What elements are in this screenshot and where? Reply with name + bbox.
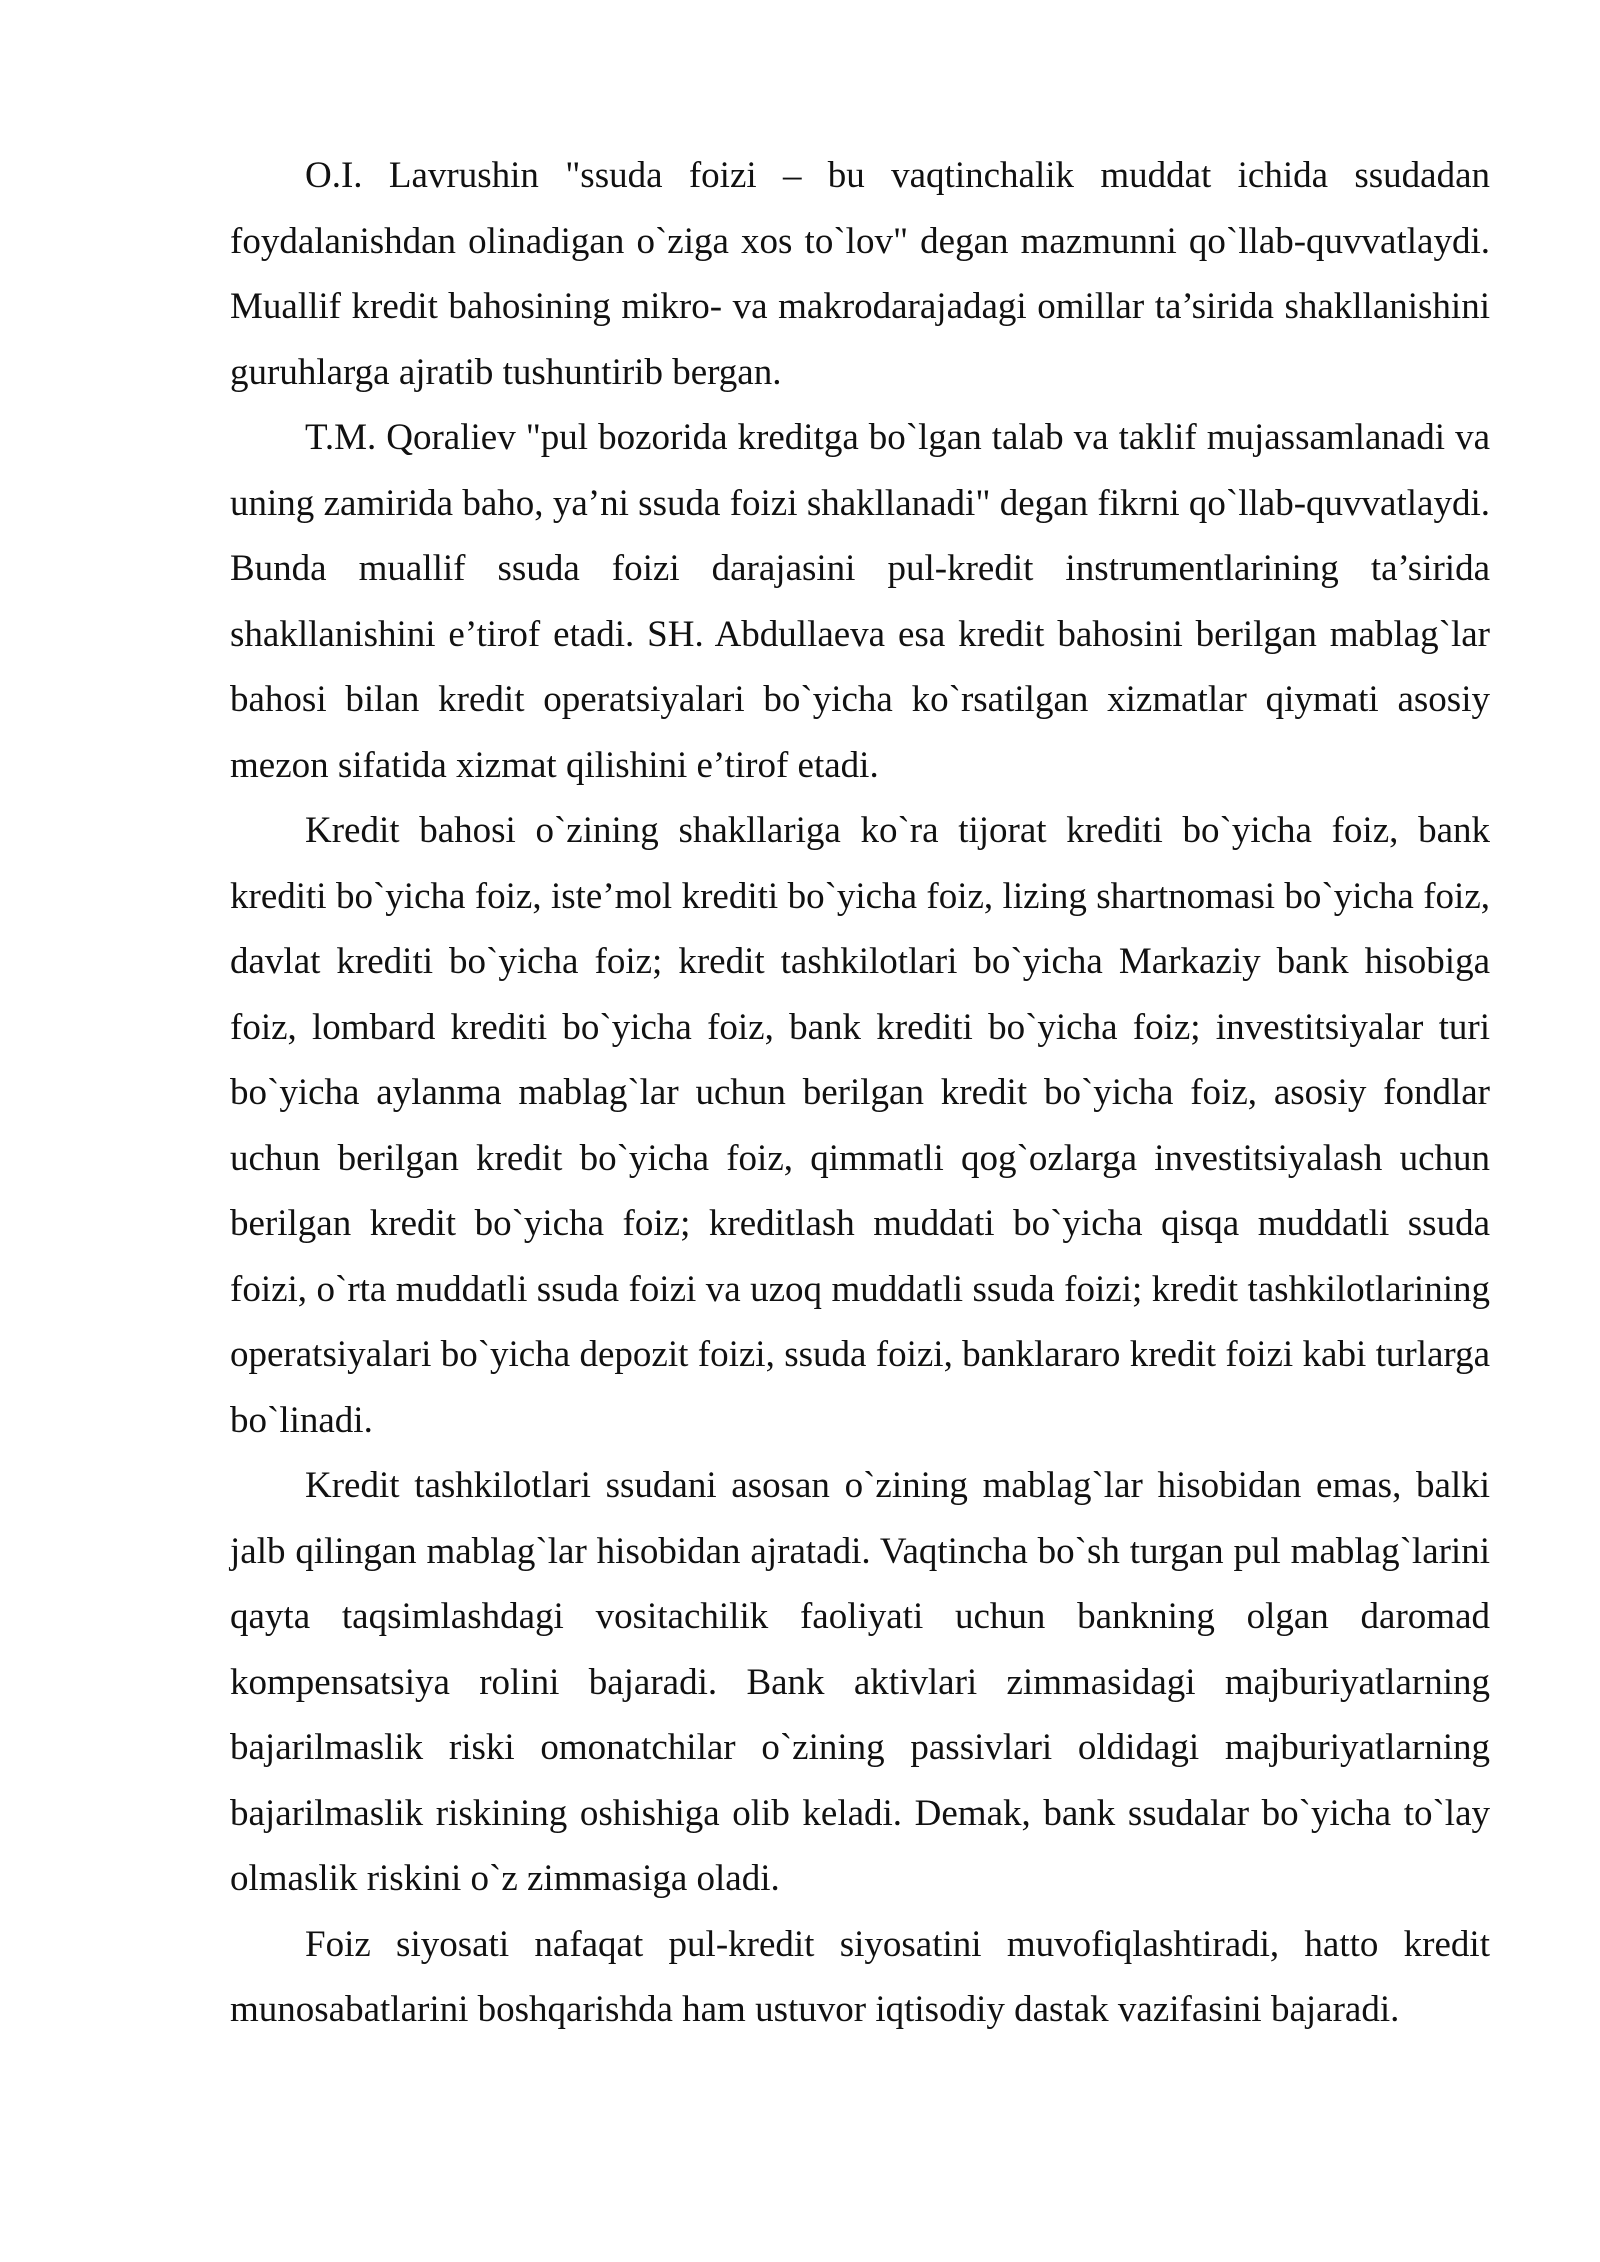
paragraph-kredit-bahosi-shakllari: Kredit bahosi o`zining shakllariga ko`ra tijorat krediti bo`yicha foiz, bank krediti bo`yicha foiz, iste’mol krediti bo`yicha foiz, lizing shartnomasi bo`yicha foiz, davlat krediti bo`yicha foiz; kredit tashkilotlari bo`yicha Markaziy bank hisobiga foiz, lombard krediti bo`yicha foiz, bank krediti bo`yicha foiz; investitsiyalar turi bo`yicha aylanma mablag`lar uchun berilgan kredit bo`yicha foiz, asosiy fondlar uchun berilgan kredit bo`yicha foiz, qimmatli qog`ozlarga investitsiyalash uchun berilgan kredit bo`yicha foiz; kreditlash muddati bo`yicha qisqa muddatli ssuda foizi, o`rta muddatli ssuda foizi va uzoq muddatli ssuda foizi; kredit tashkilotlarining operatsiyalari bo`yicha depozit foizi, ssuda foizi, banklararo kredit foizi kabi turlarga bo`linadi. [230,810,1490,1441]
paragraph-lavrushin: O.I. Lavrushin "ssuda foizi – bu vaqtinchalik muddat ichida ssudadan foydalanishdan olinadigan o`ziga xos to`lov" degan mazmunni qo`llab-quvvatlaydi. Muallif kredit bahosining mikro- va makrodarajadagi omillar ta’sirida shakllanishini guruhlarga ajratib tushuntirib bergan. [230,155,1490,393]
paragraph-qoraliev: T.M. Qoraliev "pul bozorida kreditga bo`lgan talab va taklif mujassamlanadi va uning zamirida baho, ya’ni ssuda foizi shakllanadi" degan fikrni qo`llab-quvvatlaydi. Bunda muallif ssuda foizi darajasini pul-kredit instrumentlarining ta’sirida shakllanishini e’tirof etadi. SH. Abdullaeva esa kredit bahosini berilgan mablag`lar bahosi bilan kredit operatsiyalari bo`yicha ko`rsatilgan xizmatlar qiymati asosiy mezon sifatida xizmat qilishini e’tirof etadi. [230,417,1490,786]
paragraph-kredit-tashkilotlari: Kredit tashkilotlari ssudani asosan o`zining mablag`lar hisobidan emas, balki jalb qilingan mablag`lar hisobidan ajratadi. Vaqtincha bo`sh turgan pul mablag`larini qayta taqsimlashdagi vositachilik faoliyati uchun bankning olgan daromad kompensatsiya rolini bajaradi. Bank aktivlari zimmasidagi majburiyatlarning bajarilmaslik riski omonatchilar o`zining passivlari oldidagi majburiyatlarning bajarilmaslik riskining oshishiga olib keladi. Demak, bank ssudalar bo`yicha to`lay olmaslik riskini o`z zimmasiga oladi. [230,1465,1490,1899]
paragraph-foiz-siyosati: Foiz siyosati nafaqat pul-kredit siyosatini muvofiqlashtiradi, hatto kredit munosabatlarini boshqarishda ham ustuvor iqtisodiy dastak vazifasini bajaradi. [230,1923,1490,2030]
body-text [230,143,1490,2043]
